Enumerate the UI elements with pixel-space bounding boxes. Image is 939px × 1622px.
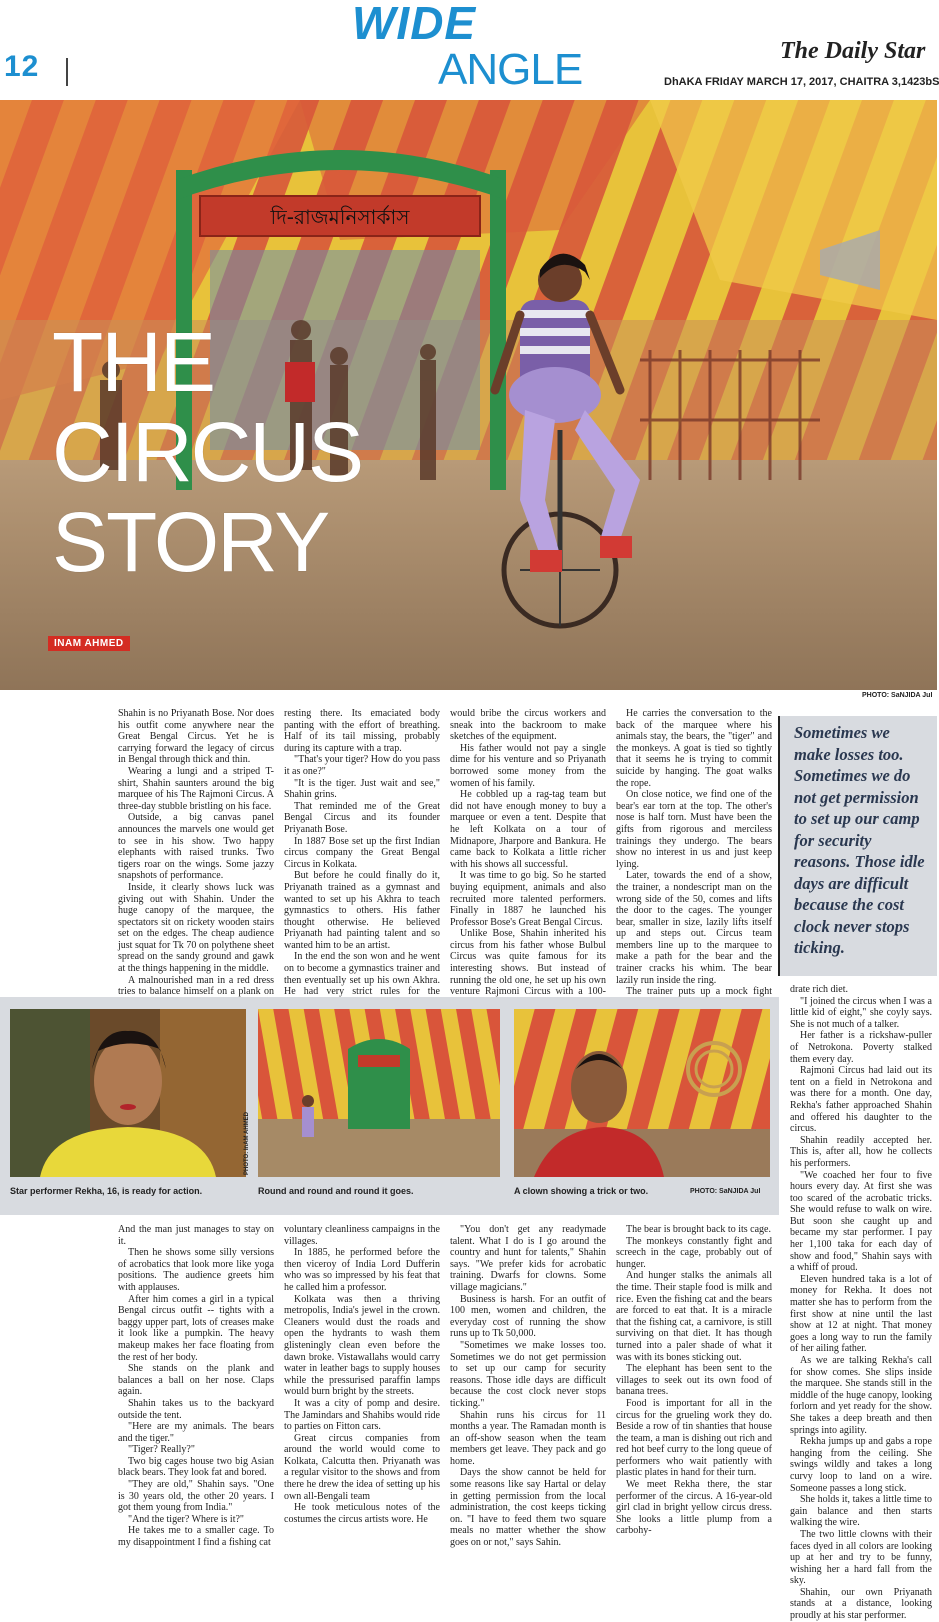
paragraph: Rekha jumps up and gabs a rope hanging from the ceiling. She swings wildly and takes a long curvy loop to land on a wire. Someone passes a long stick. — [790, 1436, 932, 1494]
paragraph: "Here are my animals. The bears and the tiger." — [118, 1421, 274, 1444]
page-number-divider — [66, 58, 68, 86]
paragraph: His father would not pay a single dime for his venture and so Priyanath borrowed some money from the women of his family. — [450, 742, 606, 789]
paragraph: Later, towards the end of a show, the trainer, a nondescript man on the wrong side of the 50, comes and lifts the door to the cages. The younger bear, smaller in size, lazily lifts itself up and steps out. Circus team members line up to the marquee to make a path for the bear and the trainer cracks his whim. The bear lazily run inside the ring. — [616, 870, 772, 986]
paragraph: Unlike Bose, Shahin inherited his circus from his father whose Bulbul Circus was quite famous for its interesting shows. But instead of running the old one, he set up his own venture Rajmoni Circus with a 100- — [450, 928, 606, 998]
paragraph: On close notice, we find one of the bear's ear torn at the top. The other's nose is half torn. Must have been the gifts from rigorous and merciless trainings they undergo. The bears show no interest in us and just keep lying. — [616, 789, 772, 870]
paragraph: Rajmoni Circus had laid out its tent on a field in Netrokona and was there for a month. One day, Rekha's father approached Shahin and offered his daughter to the circus. — [790, 1065, 932, 1135]
paragraph: Shahin readily accepted her. This is, after all, how he collects his performers. — [790, 1134, 932, 1169]
paragraph: "And the tiger? Where is it?" — [128, 1513, 244, 1525]
paragraph: Her father is a rickshaw-puller of Netrokona. Poverty stalked them every day. — [790, 1030, 932, 1065]
paragraph: would bribe the circus workers and sneak into the backroom to make sketches of the equipment. — [450, 708, 606, 743]
paragraph: Shahin takes us to the backyard outside the tent. — [118, 1397, 274, 1421]
page-number: 12 — [4, 50, 40, 83]
paragraph: Business is harsh. For an outfit of 100 men, women and children, the everyday cost of running the show runs up to Tk 50,000. — [450, 1293, 606, 1340]
paragraph: "They are old," Shahin says. "One is 30 years old, the other 20 years. I got them young from India." — [118, 1479, 274, 1514]
paragraph: Two big cages house two big Asian black bears. They look fat and bored. — [118, 1455, 274, 1479]
article-column — [450, 1224, 606, 1549]
paragraph: drate rich diet. — [790, 984, 849, 995]
paragraph: As we are talking Rekha's call for show comes. She slips inside the marquee. She stands still in the middle of the huge canopy, looking forlorn and yet ready for the show. She takes a deep breath and then springs into agility. — [790, 1355, 932, 1436]
paragraph: In 1885, he performed before the then viceroy of India Lord Dufferin who was so impressed by his feat that he called him a professor. — [284, 1247, 440, 1293]
photo-caption: Round and round and round it goes. — [258, 1186, 414, 1196]
byline: INAM AHMED — [48, 636, 130, 651]
paragraph: Inside, it clearly shows luck was giving out with Shahin. Under the huge canopy of the marquee, the spectators sit on rickety wooden stairs set on the edges. The cheap audience just squat for Tk 70 on polythene sheet spread on the sandy ground and gawk at the things happening in the middle. — [118, 881, 274, 975]
paragraph: "I joined the circus when I was a little kid of eight," she coyly says. She is not much of a talker. — [790, 995, 932, 1030]
headline-line-2: CIRCUS — [52, 405, 363, 499]
paragraph: Outside, a big canvas panel announces the marvels one would get to see in his show. Two happy elephants with raised trunks. Two tigers roar on the wings. Some jazzy snapshots of performance. — [118, 812, 274, 882]
article-column — [118, 1224, 274, 1549]
headline-line-3: STORY — [52, 495, 329, 589]
paragraph: We meet Rekha there, the star performer of the circus. A 16-year-old girl clad in bright yellow circus dress. She looks a little plump from a carbohy- — [616, 1479, 772, 1537]
paragraph: The elephant has been sent to the villages to seek out its own food of banana trees. — [616, 1363, 772, 1398]
photo-ring — [258, 1009, 500, 1177]
article-column — [284, 708, 440, 998]
paragraph: The monkeys constantly fight and screech in the cage, probably out of hunger. — [616, 1235, 772, 1270]
paragraph: After him comes a girl in a typical Bengal circus outfit -- tights with a baggy upper part, lots of creases make it look like a pumpkin. The heavy makeup makes her face floating from the rest of her body. — [118, 1293, 274, 1363]
paragraph: Shahin is no Priyanath Bose. Nor does his outfit come anywhere near the Great Bengal Circus. Yet he is carrying forward the legacy of circus in Bengal through thick and thin. — [118, 708, 274, 766]
paragraph: Food is important for all in the circus for the grueling work they do. Beside a row of tin shanties that house the team, a man is dishing out rich and red hot beef curry to the long queue of performers who wait patiently with plastic plates in hand for their turn. — [616, 1397, 772, 1479]
paragraph: Shahin runs his circus for 11 months a year. The Ramadan month is an off-show season when the team members get leave. They pack and go home. — [450, 1409, 606, 1467]
photo-caption: A clown showing a trick or two. — [514, 1186, 649, 1196]
paragraph: Wearing a lungi and a striped T-shirt, Shahin saunters around the big marquee of his The Rajmoni Circus. A three-day stubble bristling on his face. — [118, 765, 274, 812]
paragraph: "It is the tiger. Just wait and see," Shahin grins. — [284, 777, 440, 801]
article-column — [790, 984, 932, 1622]
hero-photo-credit: PHOTO: SaNJIDA JuI — [862, 692, 933, 699]
paragraph: In the end the son won and he went on to become a gymnastics trainer and then eventually set up his own Akhra. He had very strict rules for the — [284, 951, 440, 998]
paragraph: That reminded me of the Great Bengal Circus and its founder Priyanath Bose. — [284, 800, 440, 835]
paragraph: But before he could finally do it, Priyanath trained as a gymnast and wanted to set up his Akhra to teach gymnastics to others. His father thought otherwise. He believed Priyanath had painting talent and so wanted him to be an artist. — [284, 870, 440, 951]
article-column — [616, 708, 772, 998]
photo-credit-vertical: PHOTO: InAM AHMED — [244, 1112, 250, 1175]
masthead-logo: The Daily Star — [780, 38, 926, 64]
photo-caption: Star performer Rekha, 16, is ready for action. — [10, 1186, 203, 1196]
article-column — [616, 1224, 772, 1537]
photo-rekha — [10, 1009, 246, 1177]
paragraph: And hunger stalks the animals all the time. Their staple food is milk and rice. Even the fishing cat and the bears are forced to eat that. It is a miracle that the fishing cat, a carnivore, is still surviving on that diet. It has though turned into a paler shade of what it was with its bones sticking out. — [616, 1270, 772, 1363]
paragraph: He cobbled up a rag-tag team but did not have enough money to buy a marquee or even a tent. Despite that he left Kolkata on a tour of Midnapore, Jharpore and Bankura. He came back to Kolkata a little richer with his shows all successful. — [450, 789, 606, 870]
paragraph: Kolkata was then a thriving metropolis, India's jewel in the crown. Cleaners would dust the roads and open the hydrants to wash them glisteningly clean even before the dawn broke. Vistawallahs would carry water in leather bags to supply houses while the pressurised paraffin lamps would burn bright by the streets. — [284, 1293, 440, 1398]
dateline: DhAKA FRIdAY MARCH 17, 2017, CHAITRA 3,1423bS — [664, 76, 939, 88]
paragraph: He carries the conversation to the back of the marquee where his animals stay, the bears, the "tiger" and the monkeys. A goat is tied so tightly that it seems he is trying to commit suicide by hanging. The goat walks the rope. — [616, 708, 772, 789]
article-column — [450, 708, 606, 998]
paragraph: And the man just manages to stay on it. — [118, 1224, 274, 1247]
paragraph: "Tiger? Really?" — [128, 1444, 195, 1456]
article-column — [118, 708, 274, 998]
paragraph: voluntary cleanliness campaigns in the villages. — [284, 1224, 440, 1247]
photo-clown — [514, 1009, 770, 1177]
section-title-angle: ANGLE — [438, 45, 583, 94]
paragraph: In 1887 Bose set up the first Indian circus company the Great Bengal Circus in Kolkata. — [284, 835, 440, 870]
paragraph: It was time to go big. So he started buying equipment, animals and also recruited more talented performers. Finally in 1887 he launched his Professor Bose's Great Bengal Circus. — [450, 870, 606, 928]
paragraph: The two little clowns with their faces dyed in all colors are looking up at her and try to be funny, wishing her a hard fall from the sky. — [790, 1528, 932, 1587]
paragraph: He takes me to a smaller cage. To my disappointment I find a fishing cat — [118, 1525, 274, 1549]
pull-quote: Sometimes we make losses too. Sometimes we do not get permission to set up our camp for security reasons. Those idle days are difficult because the cost clock never stops ticking. — [778, 716, 937, 976]
headline-line-1: THE — [52, 315, 214, 409]
paragraph: "You don't get any readymade talent. What I do is I go around the country and hunt for talents," Shahin says. "We prefer kids for acrobatic training. Dwarfs for clowns. Some village magicians." — [450, 1224, 606, 1293]
paragraph: "We coached her four to five hours every day. At first she was too scared of the acrobatic tricks. She would refuse to walk on wire. But soon she caught up and became my star performer. I pay her 1,100 taka for each day of show and food," Shahin says with a whiff of proud. — [790, 1169, 932, 1274]
photo-strip — [0, 997, 779, 1215]
paragraph: He took meticulous notes of the costumes the circus artists wore. He — [284, 1502, 440, 1525]
paragraph: The bear is brought back to its cage. — [626, 1224, 771, 1235]
paragraph: "That's your tiger? How do you pass it as one?" — [284, 754, 440, 777]
paragraph: A malnourished man in a red dress tries to balance himself on a plank on — [118, 974, 274, 998]
circus-sign-text: দি-রাজমনিসার্কাস — [270, 205, 410, 229]
photo-credit: PHOTO: SaNJIDA JuI — [690, 1188, 761, 1195]
paragraph: Great circus companies from around the world would come to Kolkata, Calcutta then. Priyanath was a regular visitor to the shows and from there he drew the idea of setting up his own all-Bengali team — [284, 1432, 440, 1502]
paragraph: Shahin, our own Priyanath stands at a distance, looking proudly at his star performer. — [790, 1586, 932, 1622]
hero-photo — [0, 100, 937, 690]
rekha-portrait-image — [10, 1009, 246, 1177]
section-title-wide: WIDE — [352, 0, 477, 49]
paragraph: Eleven hundred taka is a lot of money for Rekha. It does not matter she has to perform from the first show at nine until the last show at 12 at night. That money goes a long way to run the family of her ailing father. — [790, 1273, 932, 1355]
paragraph: She stands on the plank and balances a ball on her nose. Claps again. — [118, 1363, 274, 1398]
paragraph: It was a city of pomp and desire. The Jamindars and Shahibs would ride to parties on Fitton cars. — [284, 1397, 440, 1433]
clown-image — [514, 1009, 770, 1177]
paragraph: "Sometimes we make losses too. Sometimes we do not get permission to set up our camp for security reasons. Those idle days are difficult because the cost clock never stops ticking." — [450, 1339, 606, 1409]
paragraph: The trainer puts up a mock fight — [626, 986, 772, 998]
circus-ring-image — [258, 1009, 500, 1177]
paragraph: Then he shows some silly versions of acrobatics that look more like yoga positions. The audience greets him with applauses. — [118, 1247, 274, 1293]
paragraph: Days the show cannot be held for some reasons like say Hartal or delay in getting permission from the local administration, the cost keeps ticking on. "I have to feed them two square meals no matter whether the show goes on or not," says Sahin. — [450, 1467, 606, 1549]
paragraph: She holds it, takes a little time to gain balance and then starts walking the wire. — [790, 1494, 932, 1529]
paragraph: resting there. Its emaciated body panting with the effort of breathing. Half of its tail missing, probably during its capture with a trap. — [284, 708, 440, 754]
article-column — [284, 1224, 440, 1525]
